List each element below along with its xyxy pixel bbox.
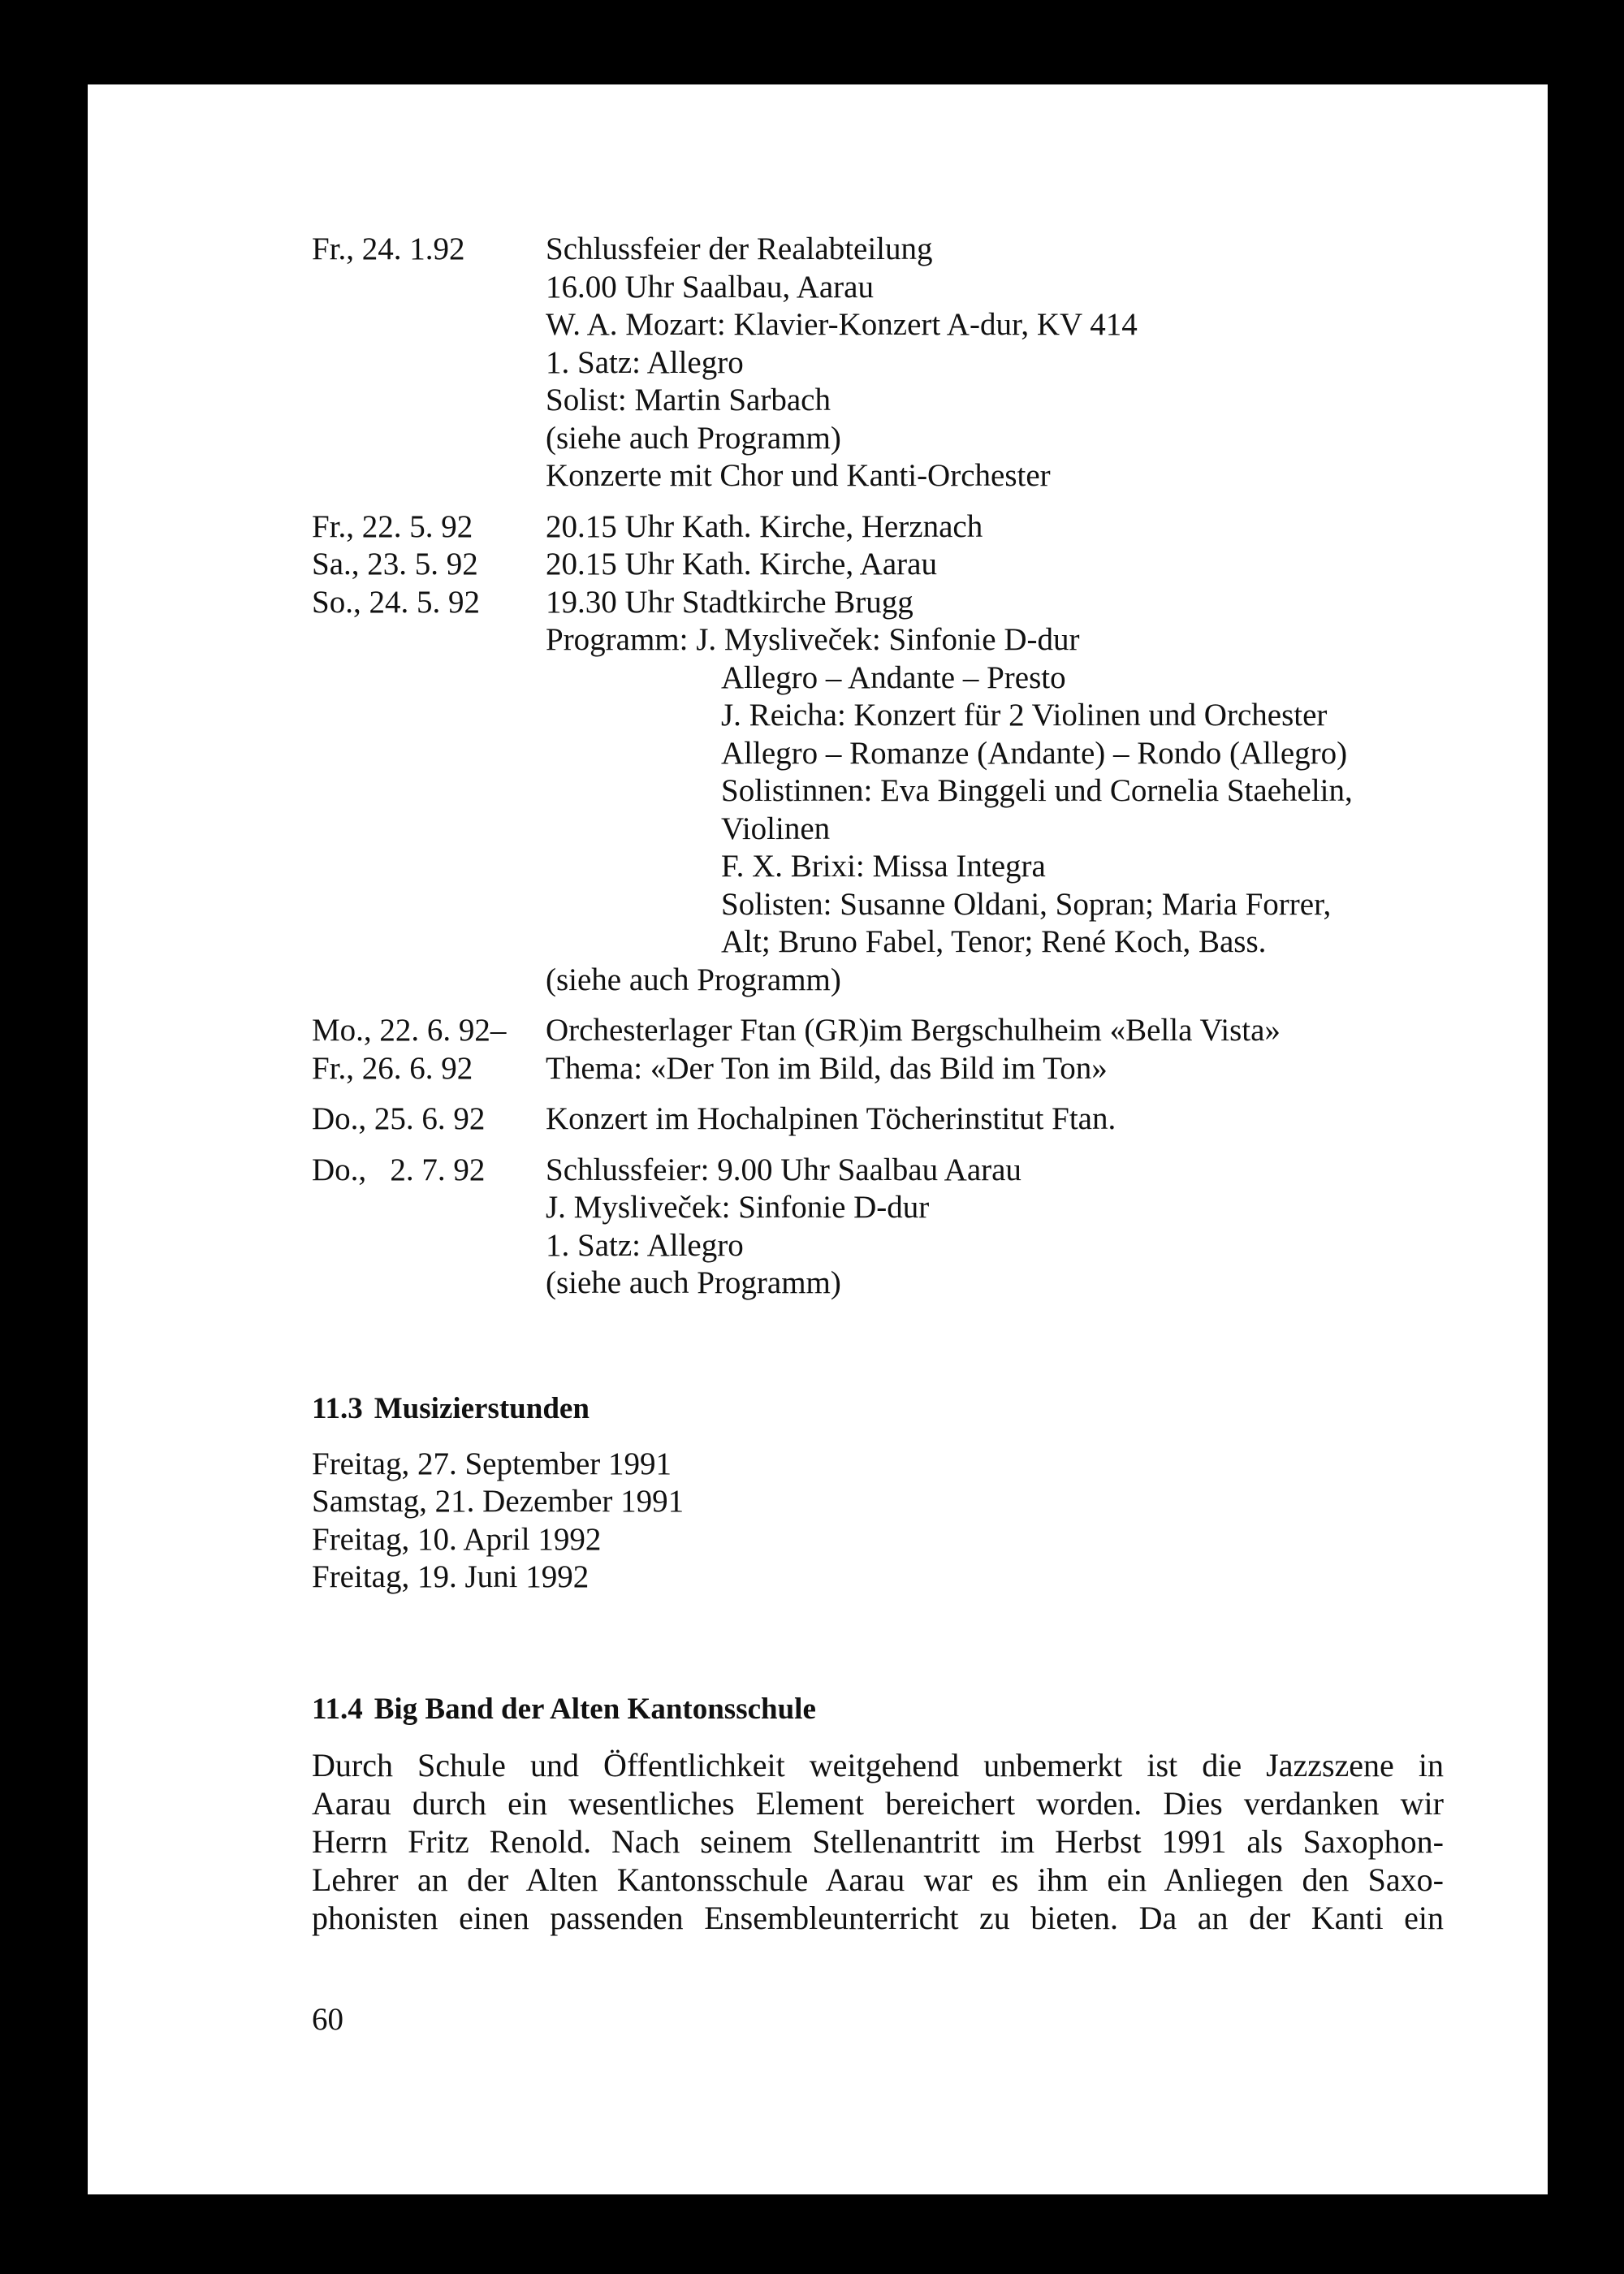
entry-details — [546, 1100, 1536, 1139]
entry-line: Solist: Martin Sarbach — [546, 383, 831, 417]
programme-line: Alt; Bruno Fabel, Tenor; René Koch, Bass. — [721, 924, 1267, 959]
entry-line: Schlussfeier der Realabteilung — [546, 231, 933, 266]
entry-line: 1. Satz: Allegro — [546, 344, 744, 380]
entry-line: 16.00 Uhr Saalbau, Aarau — [546, 269, 874, 305]
spacer — [312, 1087, 1536, 1100]
entry-date: Fr., 24. 1.92 — [312, 231, 465, 266]
entry-date: Do., 2. 7. 92 — [312, 1152, 486, 1187]
entry-date: Fr., 26. 6. 92 — [312, 1050, 473, 1086]
entry-date: Fr., 22. 5. 92 — [312, 508, 473, 544]
section-paragraph — [312, 1746, 1444, 1937]
spacer — [312, 495, 1536, 508]
entry-line: 20.15 Uhr Kath. Kirche, Herznach — [546, 508, 983, 544]
entry-line: 19.30 Uhr Stadtkirche Brugg — [546, 584, 914, 620]
musizierstunden-dates — [312, 1446, 1536, 1597]
entry-line: Thema: «Der Ton im Bild, das Bild im Ton» — [546, 1050, 1108, 1086]
section-heading — [312, 1390, 1536, 1428]
paragraph-line: Herrn Fritz Renold. Nach seinem Stellenantritt im Herbst 1991 als Saxophon- — [312, 1822, 1444, 1860]
section-number: 11.4 — [312, 1692, 363, 1726]
entry-line: Konzerte mit Chor und Kanti-Orchester — [546, 458, 1051, 493]
entry-dates — [312, 1100, 546, 1139]
entry-dates — [312, 1012, 546, 1087]
schedule-entry — [312, 1100, 1536, 1139]
spacer — [312, 1597, 1536, 1691]
document-page — [88, 84, 1548, 2194]
programme-line: Violinen — [721, 811, 831, 846]
page-content — [312, 231, 1536, 1937]
entry-line: Orchesterlager Ftan (GR)im Bergschulheim «Bella Vista» — [546, 1013, 1281, 1048]
paragraph-line: phonisten einen passenden Ensembleunterricht zu bieten. Da an der Kanti ein — [312, 1899, 1444, 1936]
entry-line: (siehe auch Programm) — [546, 420, 841, 456]
event-date: Freitag, 10. April 1992 — [312, 1521, 602, 1557]
paragraph-line: Aarau durch ein wesentliches Element bereichert worden. Dies verdanken wir — [312, 1784, 1444, 1822]
entry-details — [546, 1012, 1536, 1087]
spacer — [312, 1728, 1536, 1746]
entry-dates — [312, 231, 546, 495]
section-title: Musizierstunden — [374, 1391, 590, 1425]
paragraph-line: Lehrer an der Alten Kantonsschule Aarau war es ihm ein Anliegen den Saxo- — [312, 1861, 1444, 1898]
entry-line: 20.15 Uhr Kath. Kirche, Aarau — [546, 547, 937, 581]
spacer — [312, 999, 1536, 1012]
programme-line: Allegro – Andante – Presto — [721, 659, 1066, 695]
entry-details — [546, 508, 1536, 1000]
section-title: Big Band der Alten Kantonsschule — [374, 1692, 816, 1726]
programme-line: F. X. Brixi: Missa Integra — [721, 849, 1046, 884]
page-number: 60 — [312, 2002, 343, 2037]
entry-date: Mo., 22. 6. 92– — [312, 1013, 507, 1048]
event-date: Freitag, 27. September 1991 — [312, 1446, 672, 1481]
schedule-entry — [312, 1152, 1536, 1303]
entry-line: J. Mysliveček: Sinfonie D-dur — [546, 1190, 930, 1225]
programme-line: J. Reicha: Konzert für 2 Violinen und Orchester — [721, 698, 1328, 733]
schedule-entry — [312, 508, 1536, 1000]
entry-date: So., 24. 5. 92 — [312, 584, 480, 620]
spacer — [312, 1428, 1536, 1446]
programme-line: Solistinnen: Eva Binggeli und Cornelia Staehelin, — [721, 773, 1353, 808]
entry-details — [546, 231, 1536, 495]
paragraph-line: Durch Schule und Öffentlichkeit weitgehend unbemerkt ist die Jazzszene in — [312, 1746, 1444, 1783]
entry-line: Schlussfeier: 9.00 Uhr Saalbau Aarau — [546, 1152, 1021, 1187]
entry-line: Konzert im Hochalpinen Töcherinstitut Ftan. — [546, 1101, 1116, 1136]
schedule-entry — [312, 231, 1536, 495]
entry-line: (siehe auch Programm) — [546, 1265, 841, 1300]
entry-details — [546, 1152, 1536, 1303]
entry-line: (siehe auch Programm) — [546, 962, 841, 997]
schedule-entry — [312, 1012, 1536, 1087]
spacer — [312, 1303, 1536, 1390]
programme-line: Solisten: Susanne Oldani, Sopran; Maria Forrer, — [721, 886, 1332, 922]
event-date: Freitag, 19. Juni 1992 — [312, 1559, 590, 1594]
entry-dates — [312, 508, 546, 1000]
entry-line: 1. Satz: Allegro — [546, 1227, 744, 1263]
entry-date: Sa., 23. 5. 92 — [312, 547, 478, 581]
entry-dates — [312, 1152, 546, 1303]
section-heading — [312, 1691, 1536, 1728]
spacer — [312, 1139, 1536, 1152]
entry-date: Do., 25. 6. 92 — [312, 1101, 486, 1136]
section-number: 11.3 — [312, 1391, 363, 1425]
entry-line: W. A. Mozart: Klavier-Konzert A-dur, KV 414 — [546, 307, 1138, 342]
event-date: Samstag, 21. Dezember 1991 — [312, 1484, 685, 1519]
entry-line: Programm: J. Mysliveček: Sinfonie D-dur — [546, 622, 1080, 657]
programme-line: Allegro – Romanze (Andante) – Rondo (Allegro) — [721, 735, 1348, 771]
